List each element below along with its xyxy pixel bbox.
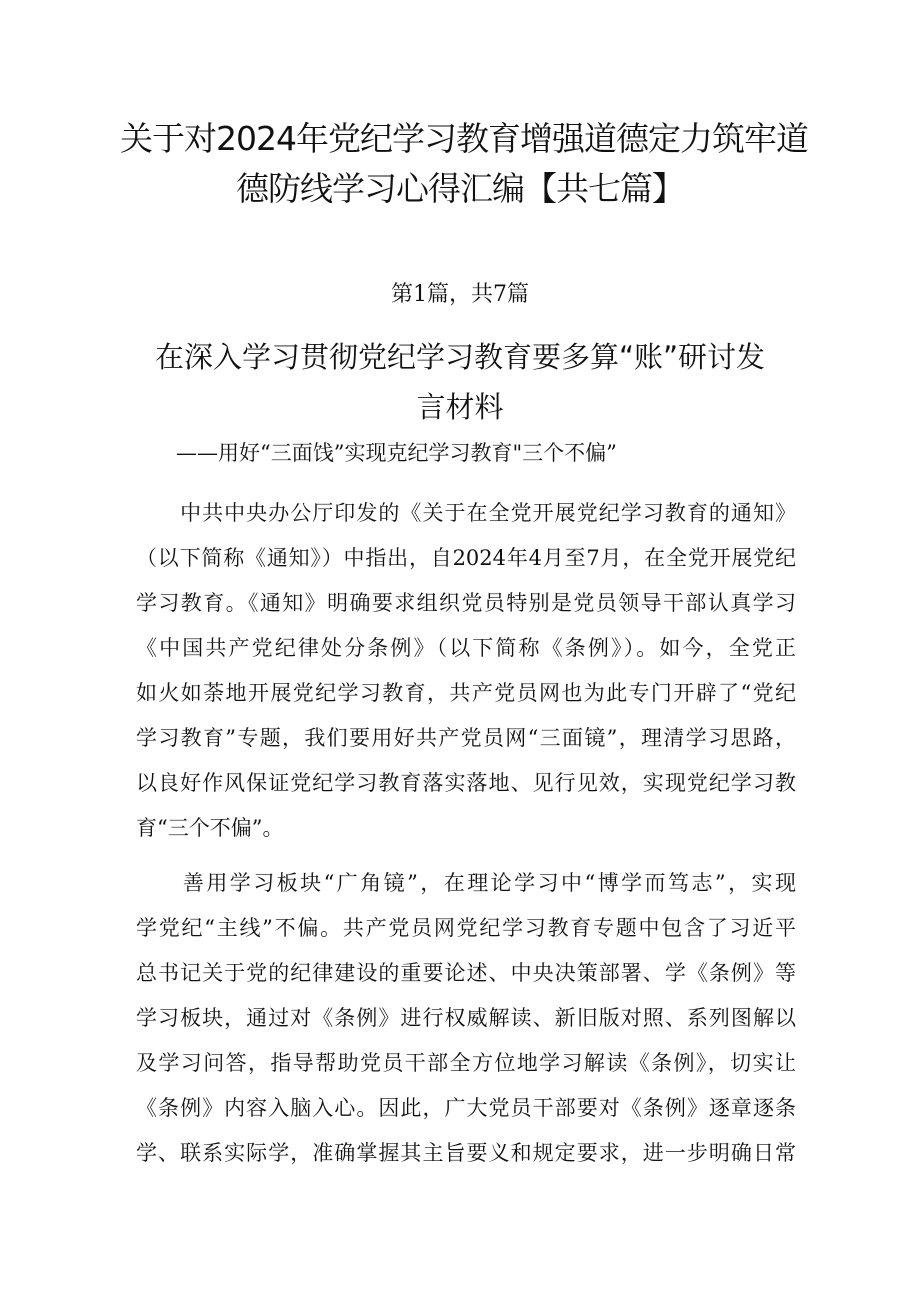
paragraph-line: 《中国共产党纪律处分条例》（以下简称《条例》）。如今，全党正 — [136, 636, 796, 660]
paragraph-line: （以下简称《通知》）中指出，自2024年4月至7月，在全党开展党纪 — [136, 546, 796, 570]
article-byline: ——用好“三面饯”实现克纪学习教育"三个不偏” — [176, 441, 617, 465]
part-label: 第1篇，共7篇 — [391, 282, 529, 307]
article-title — [140, 332, 780, 432]
paragraph-line: 及学习问答，指导帮助党员干部全方位地学习解读《条例》，切实让 — [136, 1051, 796, 1075]
title-line-2: 德防线学习心得汇编【共七篇】 — [236, 169, 684, 208]
paragraph-line: 学、联系实际学，准确掌握其主旨要义和规定要求，进一步明确日常 — [136, 1141, 796, 1165]
article-title-line-1: 在深入学习贯彻党纪学习教育要多算“账”研讨发 — [154, 340, 766, 374]
paragraph-line: 《条例》内容入脑入心。因此，广大党员干部要对《条例》逐章逐条 — [136, 1096, 796, 1120]
document-title — [120, 114, 808, 214]
paragraph-line: 善用学习板块“广角镜”，在理论学习中“博学而笃志”，实现 — [136, 871, 796, 895]
paragraph-1 — [136, 491, 796, 851]
paragraph-line: 学习教育。《通知》明确要求组织党员特别是党员领导干部认真学习 — [136, 591, 796, 615]
paragraph-line: 中共中央办公厅印发的《关于在全党开展党纪学习教育的通知》 — [136, 501, 796, 525]
title-line-1: 关于对2024年党纪学习教育增强道德定力筑牢道 — [120, 119, 808, 158]
paragraph-line: 学习教育”专题，我们要用好共产党员网“三面镜”，理清学习思路， — [136, 726, 796, 750]
paragraph-line: 总书记关于党的纪律建设的重要论述、中央决策部署、学《条例》等 — [136, 961, 796, 985]
article-title-line-2: 言材料 — [416, 390, 504, 424]
paragraph-2 — [136, 861, 796, 1176]
paragraph-line: 学习板块，通过对《条例》进行权威解读、新旧版对照、系列图解以 — [136, 1006, 796, 1030]
paragraph-line: 以良好作风保证党纪学习教育落实落地、见行见效，实现党纪学习教 — [136, 771, 796, 795]
paragraph-line: 学党纪“主线”不偏。共产党员网党纪学习教育专题中包含了习近平 — [136, 916, 796, 940]
paragraph-line: 育“三个不偏”。 — [136, 816, 284, 840]
paragraph-line: 如火如荼地开展党纪学习教育，共产党员网也为此专门开辟了“党纪 — [136, 681, 796, 705]
